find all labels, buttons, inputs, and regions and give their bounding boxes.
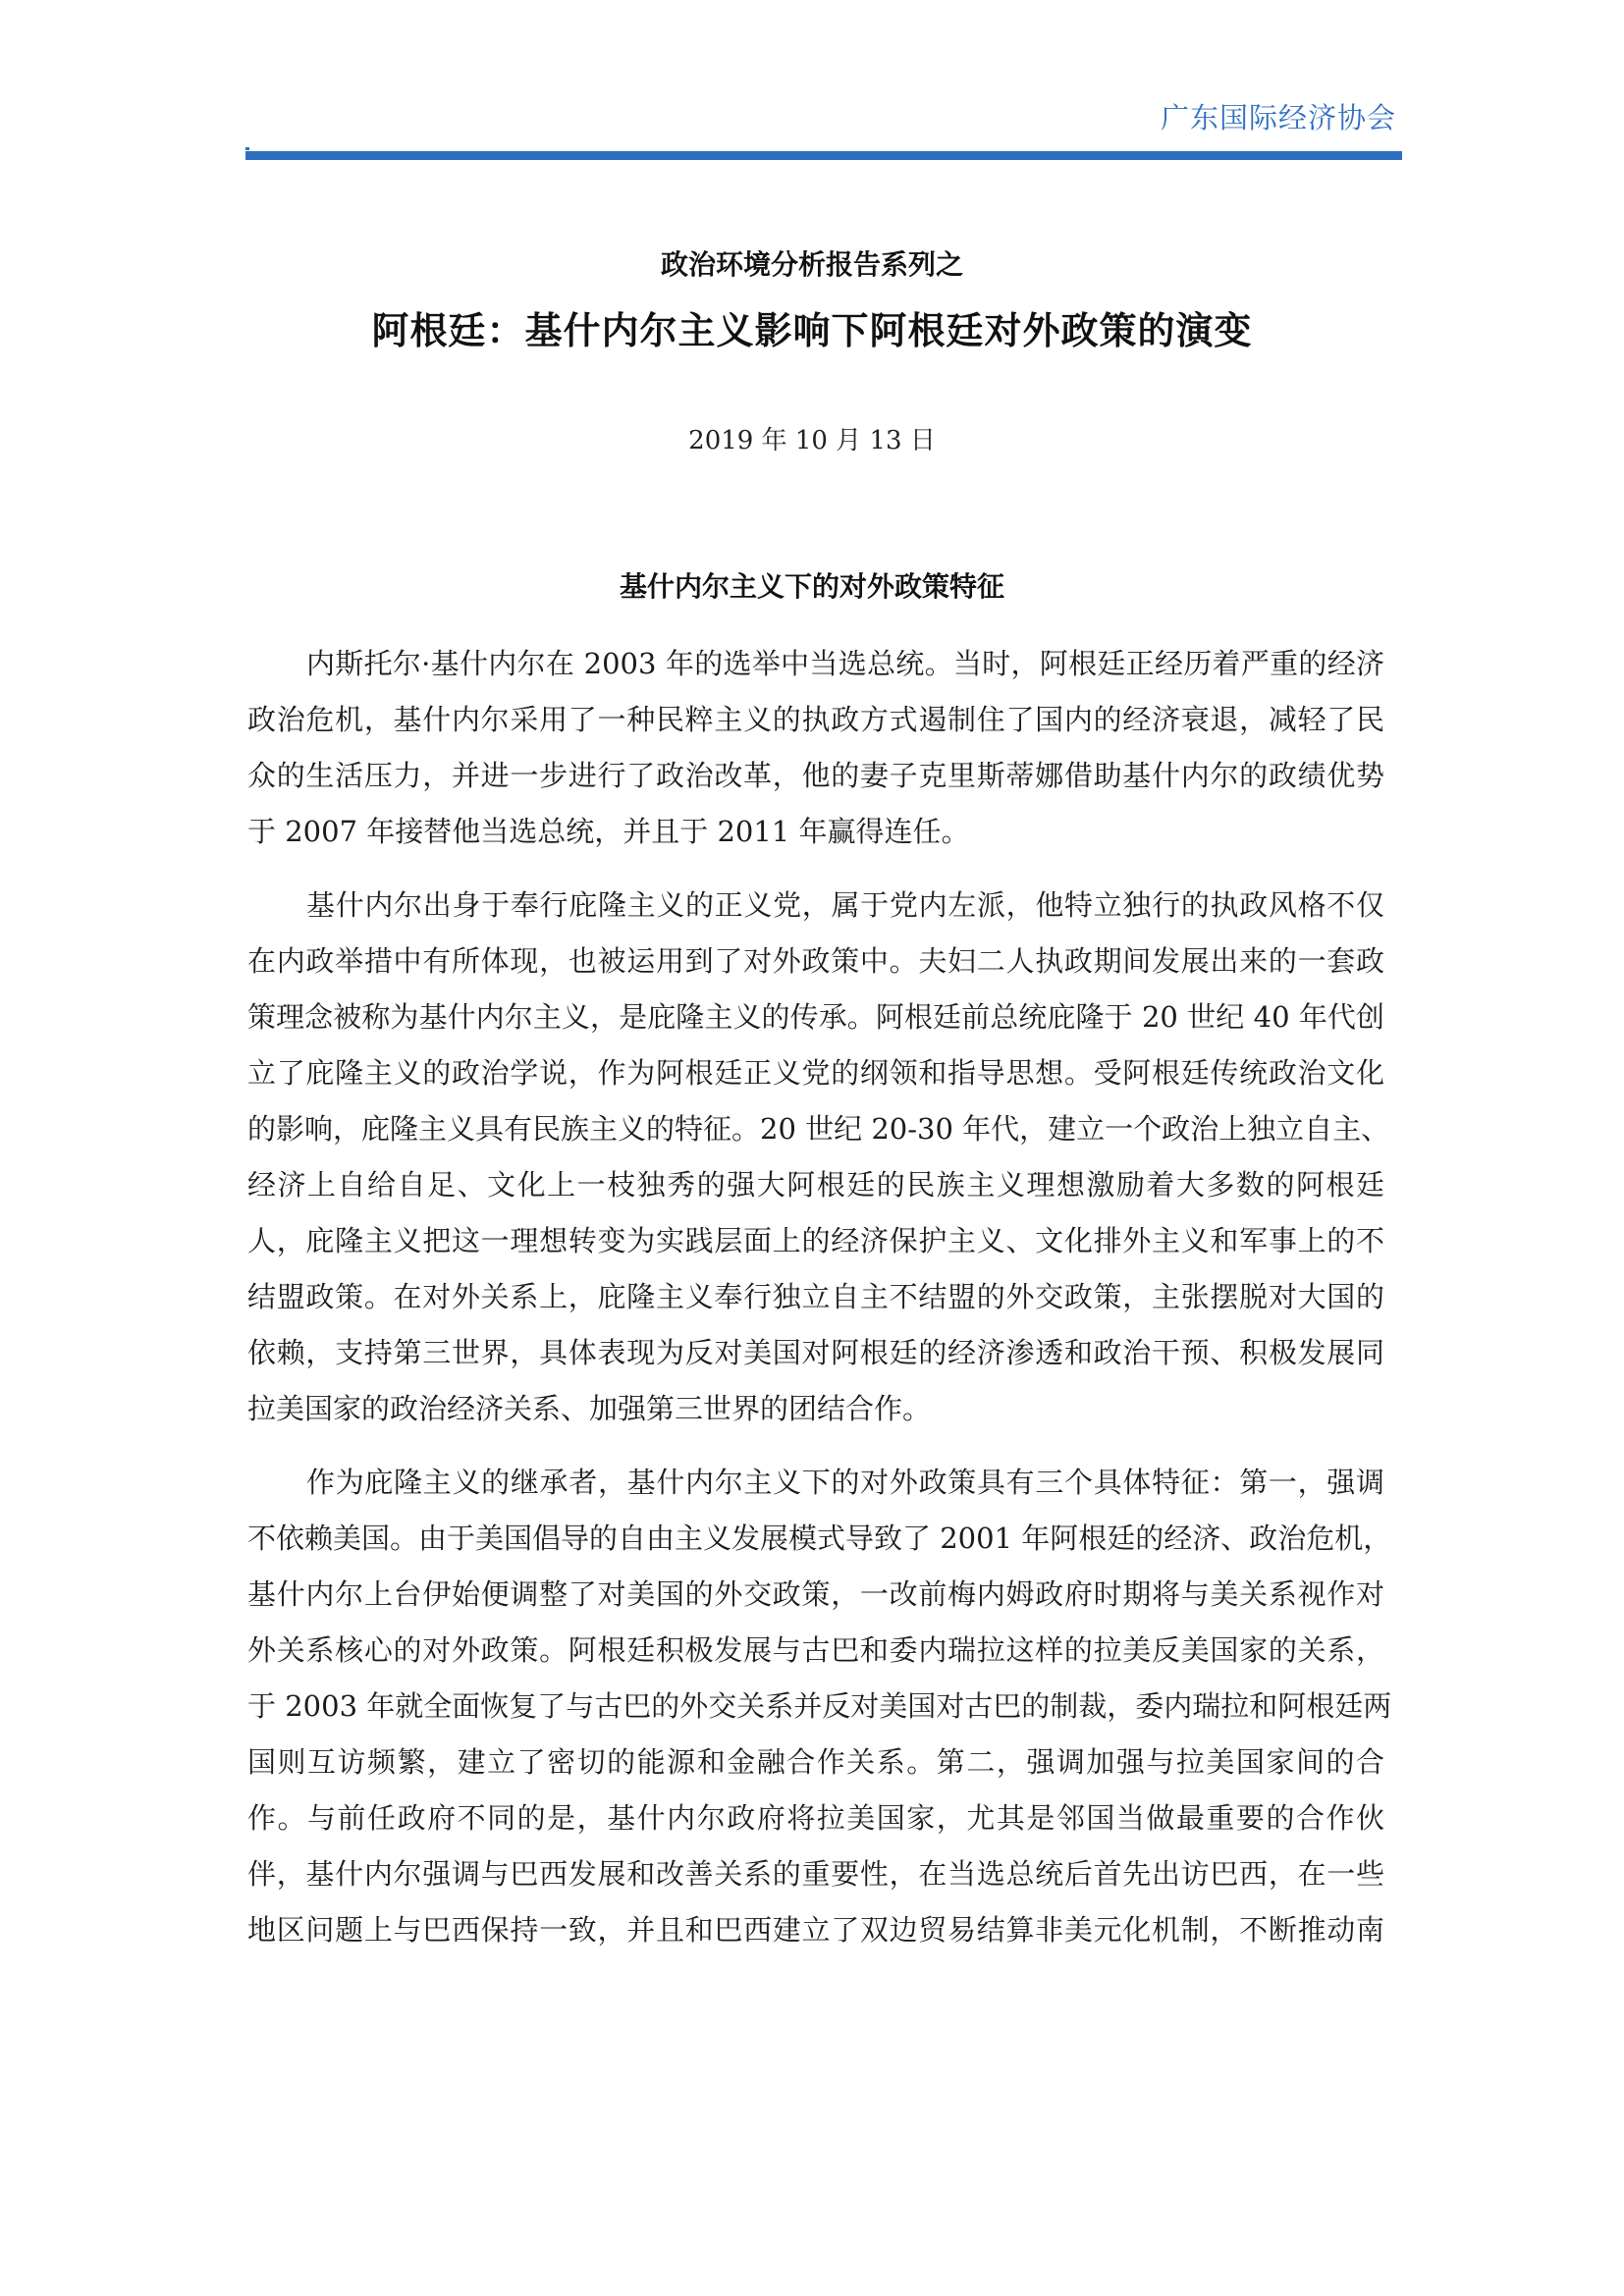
text-line: 内斯托尔·基什内尔在 2003 年的选举中当选总统。当时，阿根廷正经历着严重的经济 [306, 647, 1384, 680]
text-line: 结盟政策。在对外关系上，庇隆主义奉行独立自主不结盟的外交政策，主张摆脱对大国的 [247, 1280, 1384, 1313]
text-line: 策理念被称为基什内尔主义，是庇隆主义的传承。阿根廷前总统庇隆于 20 世纪 40 年代创 [247, 1000, 1384, 1034]
text-line: 国则互访频繁，建立了密切的能源和金融合作关系。第二，强调加强与拉美国家间的合 [247, 1745, 1384, 1779]
text-line: 外关系核心的对外政策。阿根廷积极发展与古巴和委内瑞拉这样的拉美反美国家的关系， [247, 1633, 1384, 1667]
organization-name: 广东国际经济协会 [1160, 101, 1396, 134]
text-line: 拉美国家的政治经济关系、加强第三世界的团结合作。 [247, 1392, 932, 1425]
text-line: 政治危机，基什内尔采用了一种民粹主义的执政方式遏制住了国内的经济衰退，减轻了民 [247, 703, 1384, 736]
section-heading: 基什内尔主义下的对外政策特征 [619, 570, 1004, 603]
paragraph [247, 878, 1390, 1437]
text-line: 的影响，庇隆主义具有民族主义的特征。20 世纪 20-30 年代，建立一个政治上独立自主、 [247, 1112, 1390, 1146]
text-line: 地区问题上与巴西保持一致，并且和巴西建立了双边贸易结算非美元化机制，不断推动南 [247, 1913, 1384, 1947]
text-line: 人，庇隆主义把这一理想转变为实践层面上的经济保护主义、文化排外主义和军事上的不 [247, 1224, 1384, 1257]
text-line: 不依赖美国。由于美国倡导的自由主义发展模式导致了 2001 年阿根廷的经济、政治危机， [247, 1522, 1392, 1555]
text-line: 基什内尔出身于奉行庇隆主义的正义党，属于党内左派，他特立独行的执政风格不仅 [306, 888, 1384, 922]
paragraph [247, 636, 1384, 860]
text-line: 众的生活压力，并进一步进行了政治改革，他的妻子克里斯蒂娜借助基什内尔的政绩优势 [247, 759, 1384, 792]
text-line: 在内政举措中有所体现，也被运用到了对外政策中。夫妇二人执政期间发展出来的一套政 [247, 944, 1384, 978]
text-line: 伴，基什内尔强调与巴西发展和改善关系的重要性，在当选总统后首先出访巴西，在一些 [247, 1857, 1384, 1891]
header-rule-tick [245, 147, 249, 150]
report-series: 政治环境分析报告系列之 [660, 248, 963, 281]
text-line: 作。与前任政府不同的是，基什内尔政府将拉美国家，尤其是邻国当做最重要的合作伙 [247, 1801, 1384, 1835]
text-line: 作为庇隆主义的继承者，基什内尔主义下的对外政策具有三个具体特征：第一，强调 [306, 1466, 1384, 1499]
text-line: 于 2007 年接替他当选总统，并且于 2011 年赢得连任。 [247, 815, 970, 848]
text-line: 经济上自给自足、文化上一枝独秀的强大阿根廷的民族主义理想激励着大多数的阿根廷 [247, 1168, 1384, 1201]
text-line: 立了庇隆主义的政治学说，作为阿根廷正义党的纲领和指导思想。受阿根廷传统政治文化 [247, 1056, 1384, 1090]
text-line: 依赖，支持第三世界，具体表现为反对美国对阿根廷的经济渗透和政治干预、积极发展同 [247, 1336, 1384, 1369]
document-body [247, 636, 1392, 1976]
report-date: 2019 年 10 月 13 日 [688, 426, 936, 455]
text-line: 基什内尔上台伊始便调整了对美国的外交政策，一改前梅内姆政府时期将与美关系视作对 [247, 1577, 1384, 1611]
paragraph [247, 1455, 1392, 1958]
header-divider [245, 151, 1402, 160]
text-line: 于 2003 年就全面恢复了与古巴的外交关系并反对美国对古巴的制裁，委内瑞拉和阿根廷两 [247, 1689, 1392, 1723]
page-title: 阿根廷：基什内尔主义影响下阿根廷对外政策的演变 [371, 309, 1253, 352]
